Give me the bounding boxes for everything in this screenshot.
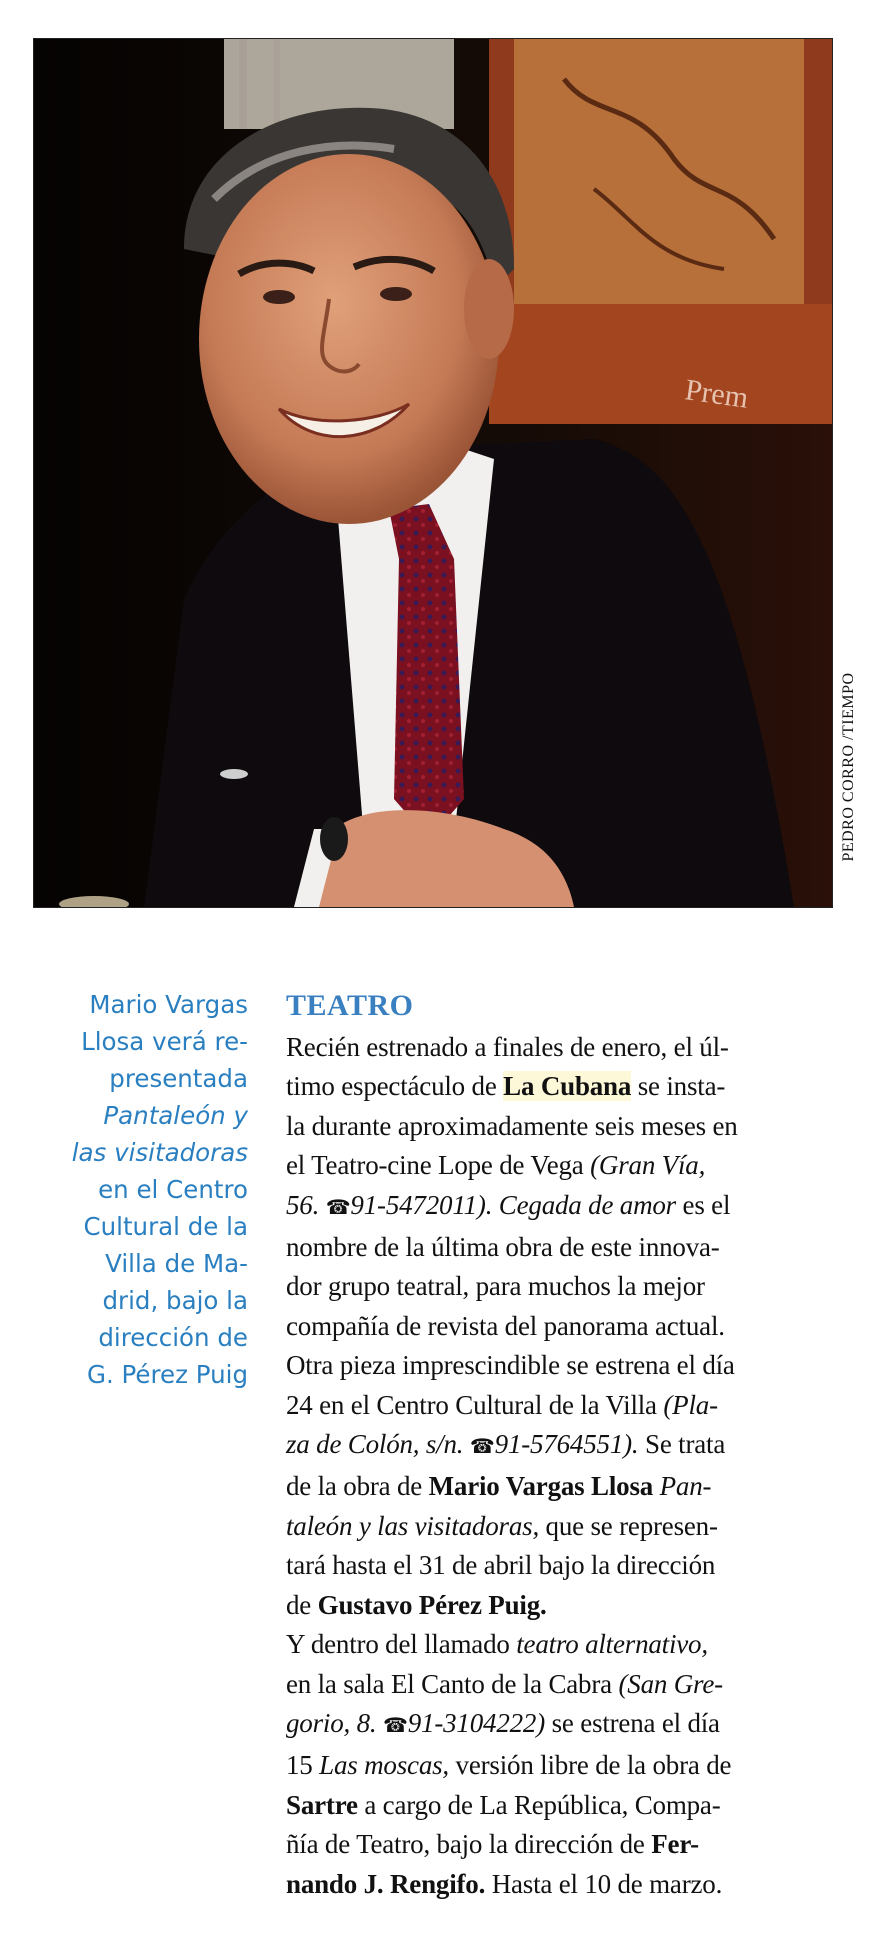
text-run: el Teatro-cine Lope de Vega xyxy=(286,1150,591,1181)
caption-line: Cultural de la xyxy=(83,1212,248,1241)
photo-caption xyxy=(30,986,248,1393)
text-run: tará hasta el 31 de abril bajo la dirección xyxy=(286,1550,716,1581)
caption-line: G. Pérez Puig xyxy=(86,1360,248,1389)
text-run: Hasta el 10 de marzo. xyxy=(485,1868,723,1899)
text-run: Mario Vargas Llosa xyxy=(428,1471,654,1502)
article-line xyxy=(286,1586,846,1625)
text-run: a cargo de La República, Compa- xyxy=(357,1789,721,1820)
text-run: Otra pieza imprescindible se estrena el día xyxy=(286,1350,735,1381)
text-run: Se trata xyxy=(638,1429,726,1460)
article-line xyxy=(286,1107,846,1146)
article-line xyxy=(286,1704,846,1746)
article-line xyxy=(286,1507,846,1546)
text-run: nando J. Rengifo. xyxy=(286,1868,486,1899)
text-run: 24 en el Centro Cultural de la Villa xyxy=(286,1389,664,1420)
caption-line: Llosa verá re- xyxy=(81,1027,248,1056)
text-run: Y dentro del llamado xyxy=(286,1629,517,1660)
caption-line: en el Centro xyxy=(98,1175,248,1204)
text-run: La Cubana xyxy=(503,1071,632,1102)
caption-line: Pantaleón y xyxy=(103,1101,248,1130)
text-run: (Pla- xyxy=(663,1389,718,1420)
text-run: de xyxy=(286,1589,318,1620)
photo-credit-text: PEDRO CORRO /TIEMPO xyxy=(840,672,857,862)
article-line xyxy=(286,1865,846,1904)
text-run: que se represen- xyxy=(539,1510,718,1541)
text-run: gorio, 8. xyxy=(286,1707,384,1738)
article-line xyxy=(286,1425,846,1467)
article-line xyxy=(286,1307,846,1346)
text-run: de la obra de xyxy=(286,1471,429,1502)
caption-line: Villa de Ma- xyxy=(105,1249,248,1278)
text-run: za de Colón, s/n. xyxy=(286,1429,470,1460)
article-line xyxy=(286,1467,846,1506)
article-body xyxy=(286,1028,846,1904)
caption-line: las visitadoras xyxy=(71,1138,248,1167)
text-run: timo espectáculo de xyxy=(286,1071,504,1102)
text-run: ñía de Teatro, bajo la dirección de xyxy=(286,1829,652,1860)
text-run: Pan- xyxy=(653,1471,712,1502)
text-run: en la sala El Canto de la Cabra xyxy=(286,1668,619,1699)
article-line xyxy=(286,1267,846,1306)
section-heading: TEATRO xyxy=(286,989,414,1022)
article-line xyxy=(286,1386,846,1425)
text-run: Recién estrenado a finales de enero, el úl- xyxy=(286,1032,729,1062)
text-run: nombre de la última obra de este innova- xyxy=(286,1232,720,1263)
text-run: compañía de revista del panorama actual. xyxy=(286,1310,725,1341)
article-line xyxy=(286,1186,846,1228)
text-run: es el xyxy=(675,1189,731,1220)
text-run: Gustavo Pérez Puig. xyxy=(317,1589,547,1620)
phone-icon: ☎ xyxy=(383,1714,408,1737)
article-line xyxy=(286,1546,846,1585)
caption-line: drid, bajo la xyxy=(102,1286,248,1315)
caption-line: Mario Vargas xyxy=(89,990,248,1019)
text-run: 15 xyxy=(286,1750,320,1781)
poster-text: Prem xyxy=(683,373,751,415)
article-line xyxy=(286,1028,846,1067)
article-line xyxy=(286,1825,846,1864)
portrait-image xyxy=(34,39,832,907)
article-line xyxy=(286,1746,846,1785)
text-run: Fer- xyxy=(651,1829,699,1860)
caption-line: presentada xyxy=(109,1064,248,1093)
text-run: Las moscas, xyxy=(319,1750,449,1781)
portrait-photo xyxy=(33,38,833,908)
article-line xyxy=(286,1228,846,1267)
article-line xyxy=(286,1067,846,1106)
text-run: versión libre de la obra de xyxy=(448,1750,732,1781)
text-run: 56. xyxy=(286,1189,326,1220)
text-run: 91-5764551). xyxy=(494,1429,639,1460)
text-run: se estrena el día xyxy=(545,1707,720,1738)
text-run: la durante aproximadamente seis meses en xyxy=(286,1110,738,1141)
photo-credit xyxy=(834,628,864,906)
phone-icon: ☎ xyxy=(325,1196,351,1219)
text-run: (San Gre- xyxy=(618,1668,723,1699)
article-line xyxy=(286,1346,846,1385)
text-run: (Gran Vía, xyxy=(590,1150,706,1181)
caption-line: dirección de xyxy=(98,1323,248,1352)
text-run: teatro alternativo, xyxy=(516,1629,708,1660)
article xyxy=(286,986,846,1904)
phone-icon: ☎ xyxy=(469,1436,495,1459)
article-line xyxy=(286,1625,846,1664)
text-run: Sartre xyxy=(286,1789,358,1820)
text-run: se insta- xyxy=(631,1071,726,1102)
text-run: 91-5472011). Cegada de amor xyxy=(350,1189,676,1220)
article-line xyxy=(286,1146,846,1185)
text-run: taleón y las visitadoras, xyxy=(286,1510,539,1541)
article-line xyxy=(286,1665,846,1704)
text-run: dor grupo teatral, para muchos la mejor xyxy=(286,1271,705,1302)
article-line xyxy=(286,1786,846,1825)
text-run: 91-3104222) xyxy=(407,1707,546,1738)
